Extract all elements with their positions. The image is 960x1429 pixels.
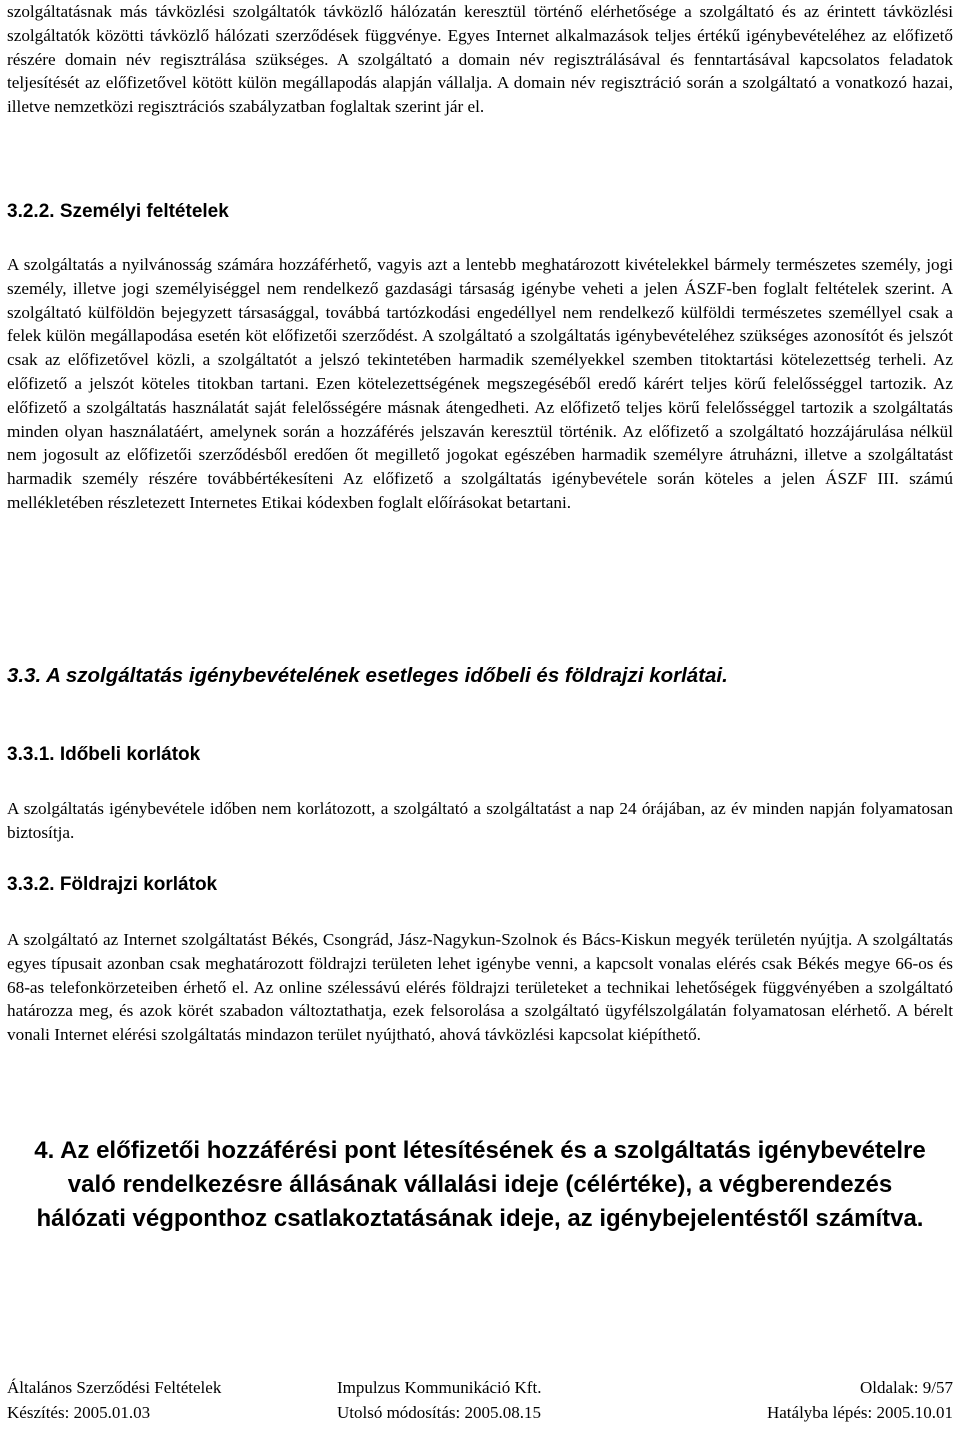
paragraph-personal-conditions: A szolgáltatás a nyilvánosság számára hozzáférhető, vagyis azt a lentebb meghatározott kivételekkel bármely természetes személy, jogi személy, illetve jogi személyiséggel nem rendelkező gazdasági társaság igénybe veheti a jelen ÁSZF-ben foglalt feltételek szerint. A szolgáltató külföldön bejegyzett társasággal, továbbá tartózkodási engedéllyel nem rendelkező külföldi természetes személlyel csak a felek külön megállapodása esetén köt előfizetői szerződést. A szolgáltató a szolgáltatás igénybevételéhez szükséges azonosítót és jelszót csak az előfizetővel közli, a szolgáltatót a jelszó tekintetében harmadik személyekkel szemben titoktartási kötelezettség terheli. Az előfizető a jelszót köteles titokban tartani. Ezen kötelezettségének megszegéséből eredő kárért teljes körű felelősséggel tartozik. Az előfizető a szolgáltatás használatát saját felelősségére másnak átengedheti. Az előfizető teljes körű felelősséggel tartozik a szolgáltatás minden olyan használatáért, amelynek során a hozzáférés jelszaván keresztül történik. Az előfizető a szolgáltató hozzájárulása nélkül nem jogosult az előfizetői szerződésből eredően őt megillető jogokat egészében harmadik személyre átruházni, illetve a szolgáltatást harmadik személy részére továbbértékesíteni Az előfizető a szolgáltatás igénybevétele során köteles a jelen ÁSZF III. számú mellékletében részletezett Internetes Etikai kódexben foglalt előírásokat betartani. — [7, 255, 953, 512]
paragraph-time-limits: A szolgáltatás igénybevétele időben nem korlátozott, a szolgáltató a szolgáltatást a nap 24 órájában, az év minden napján folyamatosan biztosítja. — [7, 799, 953, 842]
footer-modified-date: Utolsó módosítás: 2005.08.15 — [337, 1403, 542, 1422]
paragraph-domain-registration: szolgáltatásnak más távközlési szolgáltatók távközlő hálózatán keresztül történő elérhetősége a szolgáltató és az érintett távközlési szolgáltatók közötti távközlő hálózati szerződések függvénye. Egyes Internet alkalmazások teljes értékű igénybevételéhez az előfizető részére domain név regisztrálása szükséges. A szolgáltató a domain név regisztrálásával és fenntartásával kapcsolatos feladatok teljesítését az előfizetővel kötött külön megállapodás alapján vállalja. A domain név regisztráció során a szolgáltató a vonatkozó hazai, illetve nemzetközi regisztrációs szabályzatban foglaltak szerint jár el. — [7, 2, 953, 117]
footer-page-count: Oldalak: 9/57 — [859, 1378, 953, 1397]
heading-section-4: 4. Az előfizetői hozzáférési pont létesítésének és a szolgáltatás igénybevételre való rendelkezésre állásának vállalási ideje (célértéke), a végberendezés hálózati végponthoz csatlakoztatásának ideje, az igénybejelentéstől számítva. — [34, 1137, 926, 1232]
footer-row-2 — [7, 1403, 953, 1428]
page-footer — [7, 1378, 953, 1428]
paragraph-geographic-limits: A szolgáltató az Internet szolgáltatást Békés, Csongrád, Jász-Nagykun-Szolnok és Bács-Kiskun megyék területén nyújtja. A szolgáltatás egyes típusait azonban csak meghatározott földrajzi területen lehet igénybe venni, a kapcsolt vonalas elérés csak Békés megye 66-os és 68-as telefonkörzeteiben érhető el. Az online szélessávú elérés földrajzi területeket a technikai lehetőségek függvényében a szolgáltató határozza meg, és azok körét szabadon változtathatja, ezek felsorolása a szolgáltató ügyfélszolgálatán folyamatosan elérhető. A bérelt vonali Internet elérési szolgáltatás mindazon terület nyújtható, ahová távközlési kapcsolat kiépíthető. — [7, 930, 953, 1045]
heading-3-3: 3.3. A szolgáltatás igénybevételének esetleges időbeli és földrajzi korlátai. — [7, 664, 728, 687]
footer-row-1 — [7, 1378, 953, 1403]
heading-3-2-2: 3.2.2. Személyi feltételek — [7, 201, 229, 222]
heading-3-3-2: 3.3.2. Földrajzi korlátok — [7, 874, 218, 895]
footer-effective-date: Hatályba lépés: 2005.10.01 — [766, 1403, 953, 1422]
heading-3-3-1: 3.3.1. Időbeli korlátok — [7, 744, 201, 765]
footer-company: Impulzus Kommunikáció Kft. — [337, 1378, 542, 1397]
footer-document-title: Általános Szerződési Feltételek — [7, 1378, 222, 1397]
footer-created-date: Készítés: 2005.01.03 — [7, 1403, 151, 1422]
